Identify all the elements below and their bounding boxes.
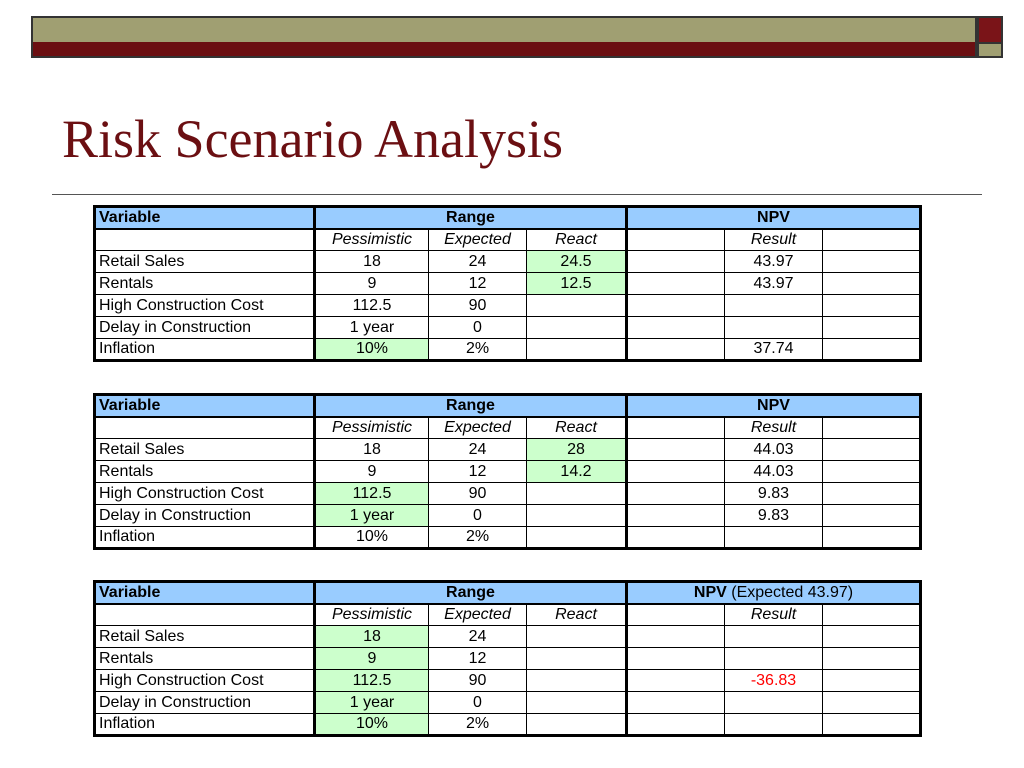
table-row <box>95 461 921 483</box>
subheader-expected: Expected <box>429 417 527 439</box>
empty-cell <box>627 648 725 670</box>
cell-result: 37.74 <box>725 339 823 361</box>
empty-cell <box>823 626 921 648</box>
subheader-expected: Expected <box>429 604 527 626</box>
row-label: Rentals <box>95 461 315 483</box>
title-divider <box>52 194 982 195</box>
empty-cell <box>823 670 921 692</box>
empty-cell <box>627 317 725 339</box>
empty-cell <box>823 692 921 714</box>
table-subheader-row <box>95 604 921 626</box>
cell-pessimistic: 1 year <box>315 317 429 339</box>
empty-cell <box>823 295 921 317</box>
empty-cell <box>627 339 725 361</box>
cell-react: 28 <box>527 439 627 461</box>
empty-cell <box>823 417 921 439</box>
cell-expected: 2% <box>429 714 527 736</box>
table-subheader-row <box>95 229 921 251</box>
cell-pessimistic: 10% <box>315 339 429 361</box>
row-label: Retail Sales <box>95 251 315 273</box>
empty-cell <box>627 251 725 273</box>
empty-cell <box>627 461 725 483</box>
cell-react <box>527 626 627 648</box>
subheader-result: Result <box>725 417 823 439</box>
cell-pessimistic: 10% <box>315 527 429 549</box>
cell-result <box>725 648 823 670</box>
empty-cell <box>823 527 921 549</box>
empty-cell <box>823 317 921 339</box>
subheader-react: React <box>527 229 627 251</box>
cell-result <box>725 527 823 549</box>
cell-result <box>725 317 823 339</box>
cell-result: 9.83 <box>725 483 823 505</box>
row-label: Rentals <box>95 648 315 670</box>
row-label: Delay in Construction <box>95 317 315 339</box>
empty-cell <box>627 439 725 461</box>
cell-expected: 2% <box>429 527 527 549</box>
empty-cell <box>627 670 725 692</box>
cell-pessimistic: 112.5 <box>315 295 429 317</box>
empty-cell <box>627 604 725 626</box>
empty-cell <box>627 692 725 714</box>
cell-pessimistic: 18 <box>315 251 429 273</box>
table-row <box>95 692 921 714</box>
cell-expected: 2% <box>429 339 527 361</box>
table-row <box>95 295 921 317</box>
cell-react <box>527 317 627 339</box>
cell-pessimistic: 112.5 <box>315 483 429 505</box>
table-row <box>95 251 921 273</box>
cell-result: 43.97 <box>725 251 823 273</box>
cell-react <box>527 692 627 714</box>
cell-result: 44.03 <box>725 439 823 461</box>
header-npv <box>627 395 921 417</box>
cell-expected: 0 <box>429 692 527 714</box>
cell-pessimistic: 9 <box>315 648 429 670</box>
empty-cell <box>627 295 725 317</box>
cell-expected: 90 <box>429 295 527 317</box>
row-label: Inflation <box>95 339 315 361</box>
cell-result: 9.83 <box>725 505 823 527</box>
empty-cell <box>823 339 921 361</box>
header-npv-note: (Expected 43.97) <box>726 583 854 601</box>
header-npv-label: NPV <box>693 583 727 601</box>
header-npv-label: NPV <box>757 396 790 414</box>
cell-result <box>725 692 823 714</box>
table-header-row <box>95 207 921 229</box>
subheader-expected: Expected <box>429 229 527 251</box>
cell-expected: 12 <box>429 461 527 483</box>
empty-cell <box>823 273 921 295</box>
row-label: Delay in Construction <box>95 505 315 527</box>
header-variable: Variable <box>95 207 315 229</box>
subheader-pessimistic: Pessimistic <box>315 229 429 251</box>
cell-result <box>725 626 823 648</box>
scenario-table-1 <box>93 205 922 362</box>
empty-cell <box>627 626 725 648</box>
table-row <box>95 714 921 736</box>
header-range: Range <box>315 207 627 229</box>
header-variable: Variable <box>95 582 315 604</box>
header-range: Range <box>315 395 627 417</box>
row-label: Retail Sales <box>95 439 315 461</box>
cell-pessimistic: 1 year <box>315 692 429 714</box>
cell-react <box>527 670 627 692</box>
empty-cell <box>627 483 725 505</box>
subheader-empty <box>95 229 315 251</box>
header-variable: Variable <box>95 395 315 417</box>
cell-result <box>725 714 823 736</box>
header-npv-label: NPV <box>757 208 790 226</box>
cell-result: 44.03 <box>725 461 823 483</box>
row-label: Delay in Construction <box>95 692 315 714</box>
cell-expected: 0 <box>429 505 527 527</box>
table-row <box>95 339 921 361</box>
cell-pessimistic: 9 <box>315 273 429 295</box>
cell-expected: 90 <box>429 483 527 505</box>
row-label: High Construction Cost <box>95 483 315 505</box>
subheader-empty <box>95 417 315 439</box>
cell-react <box>527 295 627 317</box>
empty-cell <box>823 714 921 736</box>
header-range: Range <box>315 582 627 604</box>
subheader-result: Result <box>725 229 823 251</box>
cell-expected: 24 <box>429 626 527 648</box>
cell-react: 24.5 <box>527 251 627 273</box>
table-row <box>95 670 921 692</box>
subheader-result: Result <box>725 604 823 626</box>
cell-expected: 0 <box>429 317 527 339</box>
empty-cell <box>823 483 921 505</box>
subheader-empty <box>95 604 315 626</box>
cell-react: 14.2 <box>527 461 627 483</box>
row-label: High Construction Cost <box>95 670 315 692</box>
cell-pessimistic: 10% <box>315 714 429 736</box>
cell-react: 12.5 <box>527 273 627 295</box>
subheader-pessimistic: Pessimistic <box>315 604 429 626</box>
table-header-row <box>95 395 921 417</box>
table-row <box>95 273 921 295</box>
empty-cell <box>627 714 725 736</box>
table-row <box>95 483 921 505</box>
cell-result: 43.97 <box>725 273 823 295</box>
corner-decorative-block <box>977 16 1003 44</box>
empty-cell <box>627 505 725 527</box>
cell-react <box>527 483 627 505</box>
empty-cell <box>823 505 921 527</box>
scenario-table-3 <box>93 580 922 737</box>
cell-react <box>527 648 627 670</box>
cell-expected: 12 <box>429 648 527 670</box>
corner-decorative-small <box>977 42 1003 58</box>
empty-cell <box>627 229 725 251</box>
cell-pessimistic: 1 year <box>315 505 429 527</box>
empty-cell <box>823 439 921 461</box>
slide-title: Risk Scenario Analysis <box>62 109 563 169</box>
empty-cell <box>823 604 921 626</box>
header-npv <box>627 207 921 229</box>
table-row <box>95 505 921 527</box>
table-row <box>95 648 921 670</box>
subheader-react: React <box>527 604 627 626</box>
table-row <box>95 317 921 339</box>
empty-cell <box>823 251 921 273</box>
table-row <box>95 439 921 461</box>
cell-pessimistic: 18 <box>315 439 429 461</box>
table-subheader-row <box>95 417 921 439</box>
top-band-stripe <box>33 42 975 56</box>
empty-cell <box>823 648 921 670</box>
cell-expected: 24 <box>429 439 527 461</box>
table-header-row <box>95 582 921 604</box>
cell-expected: 24 <box>429 251 527 273</box>
subheader-pessimistic: Pessimistic <box>315 417 429 439</box>
cell-expected: 12 <box>429 273 527 295</box>
cell-pessimistic: 112.5 <box>315 670 429 692</box>
cell-pessimistic: 18 <box>315 626 429 648</box>
row-label: Inflation <box>95 527 315 549</box>
row-label: High Construction Cost <box>95 295 315 317</box>
empty-cell <box>823 229 921 251</box>
header-npv <box>627 582 921 604</box>
empty-cell <box>627 273 725 295</box>
table-row <box>95 527 921 549</box>
top-decorative-band <box>31 16 977 58</box>
table-row <box>95 626 921 648</box>
empty-cell <box>627 417 725 439</box>
subheader-react: React <box>527 417 627 439</box>
cell-result: -36.83 <box>725 670 823 692</box>
cell-react <box>527 714 627 736</box>
row-label: Inflation <box>95 714 315 736</box>
empty-cell <box>823 461 921 483</box>
cell-expected: 90 <box>429 670 527 692</box>
cell-react <box>527 505 627 527</box>
cell-react <box>527 339 627 361</box>
row-label: Rentals <box>95 273 315 295</box>
scenario-table-2 <box>93 393 922 550</box>
empty-cell <box>627 527 725 549</box>
row-label: Retail Sales <box>95 626 315 648</box>
cell-result <box>725 295 823 317</box>
cell-react <box>527 527 627 549</box>
cell-pessimistic: 9 <box>315 461 429 483</box>
